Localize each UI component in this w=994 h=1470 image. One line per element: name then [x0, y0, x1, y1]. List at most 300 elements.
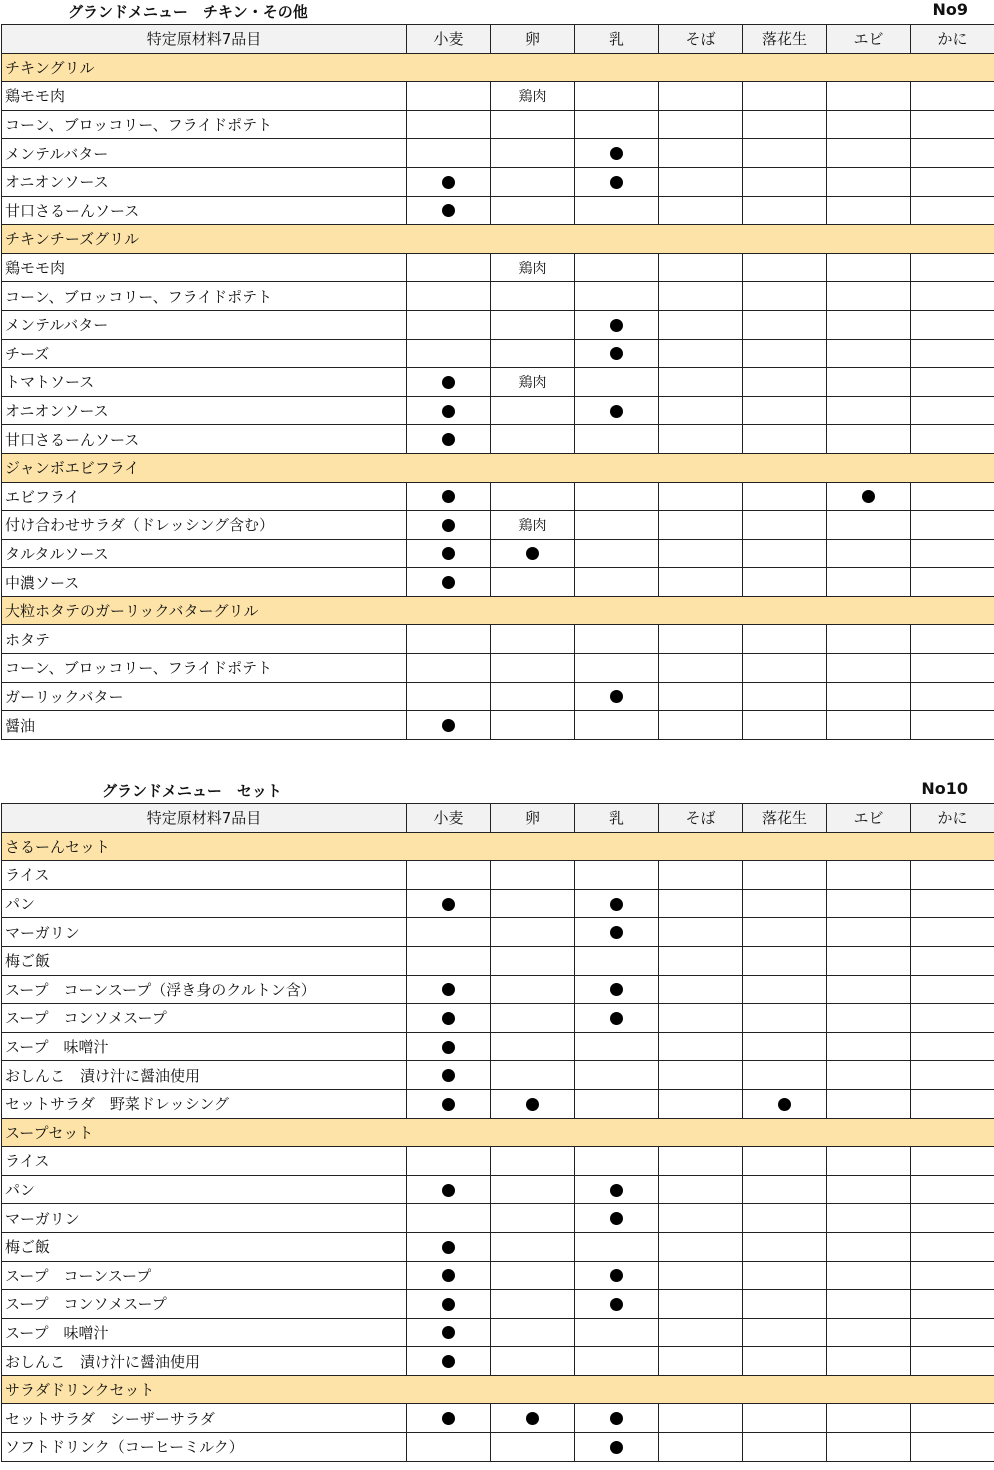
column-header: エビ	[827, 25, 911, 54]
allergen-section-no10	[0, 779, 994, 1462]
allergen-cell	[911, 861, 994, 890]
allergen-note: 鶏肉	[518, 374, 547, 391]
allergen-cell	[407, 339, 491, 368]
allergen-cell	[575, 1089, 659, 1118]
allergen-cell	[911, 1290, 994, 1319]
item-label: ライス	[2, 861, 407, 890]
item-label: ソフトドリンク（コーヒーミルク）	[2, 1433, 407, 1462]
allergen-cell	[743, 1232, 827, 1261]
allergen-cell	[743, 1089, 827, 1118]
allergen-cell	[827, 861, 911, 890]
allergen-cell	[491, 711, 575, 740]
allergen-cell	[407, 139, 491, 168]
contains-mark-icon	[442, 1184, 455, 1197]
allergen-cell	[491, 568, 575, 597]
contains-mark-icon	[526, 547, 539, 560]
allergen-cell	[575, 82, 659, 111]
allergen-cell	[407, 1290, 491, 1319]
contains-mark-icon	[442, 547, 455, 560]
contains-mark-icon	[610, 983, 623, 996]
section-title: グランドメニュー チキン・その他	[68, 3, 308, 21]
category-row	[2, 453, 994, 482]
item-label: マーガリン	[2, 1204, 407, 1233]
allergen-cell	[575, 918, 659, 947]
allergen-cell	[407, 282, 491, 311]
allergen-cell	[911, 568, 994, 597]
allergen-cell	[575, 1347, 659, 1376]
allergen-cell	[743, 1147, 827, 1176]
category-label: サラダドリンクセット	[2, 1375, 994, 1404]
table-header-row	[2, 804, 994, 833]
table-row	[2, 1204, 994, 1233]
allergen-cell	[575, 539, 659, 568]
allergen-cell	[827, 282, 911, 311]
allergen-cell	[491, 975, 575, 1004]
table-row	[2, 396, 994, 425]
allergen-cell	[491, 1261, 575, 1290]
allergen-cell	[491, 339, 575, 368]
category-row	[2, 1375, 994, 1404]
allergen-cell	[743, 253, 827, 282]
table-row	[2, 1318, 994, 1347]
item-label: おしんこ 漬け汁に醤油使用	[2, 1061, 407, 1090]
allergen-cell	[743, 167, 827, 196]
allergen-cell	[911, 511, 994, 540]
allergen-cell	[827, 682, 911, 711]
allergen-cell	[743, 110, 827, 139]
allergen-cell	[827, 1004, 911, 1033]
column-header: エビ	[827, 804, 911, 833]
allergen-cell	[911, 1204, 994, 1233]
allergen-cell	[827, 110, 911, 139]
item-label: スープ 味噌汁	[2, 1318, 407, 1347]
allergen-cell	[491, 425, 575, 454]
allergen-cell	[659, 1290, 743, 1319]
allergen-cell	[743, 139, 827, 168]
allergen-cell	[743, 368, 827, 397]
item-label: コーン、ブロッコリー、フライドポテト	[2, 110, 407, 139]
allergen-cell	[407, 167, 491, 196]
allergen-cell	[407, 861, 491, 890]
allergen-cell	[575, 975, 659, 1004]
allergen-cell	[659, 1061, 743, 1090]
allergen-cell	[743, 568, 827, 597]
allergen-cell	[659, 1175, 743, 1204]
table-row	[2, 1433, 994, 1462]
allergen-cell	[575, 167, 659, 196]
allergen-cell	[911, 1318, 994, 1347]
contains-mark-icon	[610, 1412, 623, 1425]
allergen-cell	[491, 539, 575, 568]
allergen-cell	[407, 482, 491, 511]
item-label: ガーリックバター	[2, 682, 407, 711]
allergen-cell	[575, 625, 659, 654]
allergen-cell	[827, 1290, 911, 1319]
item-label: 梅ご飯	[2, 1232, 407, 1261]
column-header: 卵	[491, 804, 575, 833]
allergen-cell	[659, 167, 743, 196]
allergen-cell	[911, 339, 994, 368]
allergen-cell	[827, 196, 911, 225]
column-header: かに	[911, 804, 994, 833]
allergen-cell	[911, 1061, 994, 1090]
item-label: マーガリン	[2, 918, 407, 947]
allergen-cell	[659, 539, 743, 568]
table-header-row	[2, 25, 994, 54]
allergen-cell	[407, 1347, 491, 1376]
allergen-cell	[911, 682, 994, 711]
allergen-note: 鶏肉	[518, 88, 547, 105]
table-row	[2, 1032, 994, 1061]
contains-mark-icon	[442, 1098, 455, 1111]
contains-mark-icon	[442, 490, 455, 503]
contains-mark-icon	[610, 405, 623, 418]
contains-mark-icon	[610, 1212, 623, 1225]
allergen-cell	[491, 139, 575, 168]
allergen-cell	[827, 1032, 911, 1061]
allergen-cell	[491, 1347, 575, 1376]
contains-mark-icon	[862, 490, 875, 503]
allergen-cell	[911, 82, 994, 111]
column-header: 小麦	[407, 25, 491, 54]
allergen-cell	[827, 1232, 911, 1261]
item-label: スープ 味噌汁	[2, 1032, 407, 1061]
contains-mark-icon	[610, 926, 623, 939]
contains-mark-icon	[778, 1098, 791, 1111]
contains-mark-icon	[610, 147, 623, 160]
allergen-cell	[911, 889, 994, 918]
allergen-cell	[491, 110, 575, 139]
allergen-cell	[743, 425, 827, 454]
allergen-cell	[407, 368, 491, 397]
table-row	[2, 482, 994, 511]
contains-mark-icon	[442, 1355, 455, 1368]
contains-mark-icon	[442, 1326, 455, 1339]
allergen-cell	[659, 310, 743, 339]
allergen-cell	[407, 1318, 491, 1347]
table-row	[2, 82, 994, 111]
allergen-cell	[491, 253, 575, 282]
allergen-cell	[827, 946, 911, 975]
allergen-cell	[407, 975, 491, 1004]
table-row	[2, 1061, 994, 1090]
table-row	[2, 310, 994, 339]
allergen-cell	[407, 1004, 491, 1033]
allergen-cell	[911, 1232, 994, 1261]
contains-mark-icon	[610, 1012, 623, 1025]
allergen-cell	[659, 975, 743, 1004]
table-row	[2, 1404, 994, 1433]
allergen-cell	[491, 167, 575, 196]
section-title: グランドメニュー セット	[102, 782, 282, 800]
allergen-cell	[827, 425, 911, 454]
allergen-cell	[743, 539, 827, 568]
allergen-cell	[407, 310, 491, 339]
table-row	[2, 368, 994, 397]
table-row	[2, 918, 994, 947]
allergen-cell	[911, 396, 994, 425]
allergen-cell	[911, 1404, 994, 1433]
allergen-cell	[575, 339, 659, 368]
item-label: ホタテ	[2, 625, 407, 654]
allergen-cell	[407, 110, 491, 139]
table-row	[2, 1089, 994, 1118]
allergen-cell	[743, 196, 827, 225]
category-row	[2, 1118, 994, 1147]
contains-mark-icon	[442, 1012, 455, 1025]
item-label: スープ コンソメスープ	[2, 1290, 407, 1319]
allergen-cell	[743, 1290, 827, 1319]
item-label: メンテルバター	[2, 139, 407, 168]
table-row	[2, 654, 994, 683]
allergen-cell	[491, 482, 575, 511]
allergen-cell	[911, 1147, 994, 1176]
allergen-cell	[827, 1061, 911, 1090]
allergen-cell	[827, 1404, 911, 1433]
allergen-cell	[575, 1404, 659, 1433]
allergen-cell	[575, 1004, 659, 1033]
allergen-cell	[827, 1147, 911, 1176]
allergen-cell	[743, 861, 827, 890]
allergen-cell	[911, 539, 994, 568]
item-label: コーン、ブロッコリー、フライドポテト	[2, 654, 407, 683]
category-row	[2, 596, 994, 625]
allergen-cell	[575, 282, 659, 311]
allergen-cell	[827, 654, 911, 683]
allergen-cell	[659, 482, 743, 511]
allergen-cell	[491, 1204, 575, 1233]
allergen-cell	[491, 1004, 575, 1033]
allergen-cell	[575, 310, 659, 339]
allergen-cell	[659, 82, 743, 111]
allergen-cell	[659, 1347, 743, 1376]
allergen-cell	[491, 368, 575, 397]
item-label: コーン、ブロッコリー、フライドポテト	[2, 282, 407, 311]
category-label: スープセット	[2, 1118, 994, 1147]
item-label: オニオンソース	[2, 167, 407, 196]
section-header	[0, 0, 994, 24]
allergen-cell	[911, 110, 994, 139]
allergen-cell	[827, 310, 911, 339]
allergen-cell	[575, 1232, 659, 1261]
column-header: 特定原材料7品目	[2, 25, 407, 54]
contains-mark-icon	[442, 576, 455, 589]
section-header	[0, 779, 994, 803]
category-label: ジャンボエビフライ	[2, 453, 994, 482]
allergen-cell	[491, 396, 575, 425]
allergen-cell	[911, 1433, 994, 1462]
allergen-cell	[827, 82, 911, 111]
item-label: チーズ	[2, 339, 407, 368]
item-label: トマトソース	[2, 368, 407, 397]
table-row	[2, 253, 994, 282]
page-number: No9	[932, 0, 968, 19]
allergen-cell	[743, 82, 827, 111]
allergen-cell	[911, 1175, 994, 1204]
category-label: チキングリル	[2, 53, 994, 82]
allergen-table	[1, 24, 994, 740]
allergen-cell	[911, 139, 994, 168]
allergen-cell	[827, 511, 911, 540]
allergen-cell	[407, 1404, 491, 1433]
allergen-cell	[911, 253, 994, 282]
item-label: メンテルバター	[2, 310, 407, 339]
table-row	[2, 1232, 994, 1261]
allergen-cell	[743, 1261, 827, 1290]
contains-mark-icon	[610, 1269, 623, 1282]
column-header: 落花生	[743, 25, 827, 54]
allergen-cell	[491, 918, 575, 947]
allergen-cell	[491, 1433, 575, 1462]
allergen-cell	[575, 1318, 659, 1347]
allergen-cell	[827, 339, 911, 368]
allergen-cell	[575, 861, 659, 890]
allergen-cell	[827, 482, 911, 511]
allergen-cell	[659, 711, 743, 740]
allergen-cell	[827, 1433, 911, 1462]
allergen-cell	[575, 1433, 659, 1462]
allergen-cell	[575, 139, 659, 168]
item-label: パン	[2, 889, 407, 918]
table-row	[2, 282, 994, 311]
allergen-cell	[743, 1433, 827, 1462]
allergen-cell	[743, 654, 827, 683]
allergen-cell	[827, 167, 911, 196]
allergen-cell	[491, 1318, 575, 1347]
allergen-cell	[743, 1061, 827, 1090]
table-row	[2, 1004, 994, 1033]
allergen-cell	[575, 368, 659, 397]
allergen-cell	[407, 1032, 491, 1061]
allergen-cell	[827, 1347, 911, 1376]
allergen-cell	[743, 1032, 827, 1061]
allergen-cell	[659, 196, 743, 225]
category-label: 大粒ホタテのガーリックバターグリル	[2, 596, 994, 625]
allergen-cell	[827, 1175, 911, 1204]
allergen-cell	[575, 110, 659, 139]
item-label: おしんこ 漬け汁に醤油使用	[2, 1347, 407, 1376]
allergen-cell	[743, 946, 827, 975]
allergen-cell	[575, 396, 659, 425]
column-header: 特定原材料7品目	[2, 804, 407, 833]
allergen-cell	[407, 396, 491, 425]
allergen-cell	[659, 139, 743, 168]
allergen-cell	[827, 1261, 911, 1290]
allergen-cell	[911, 310, 994, 339]
allergen-cell	[491, 1089, 575, 1118]
allergen-cell	[407, 1232, 491, 1261]
allergen-cell	[827, 368, 911, 397]
allergen-cell	[575, 889, 659, 918]
allergen-cell	[575, 1261, 659, 1290]
allergen-cell	[659, 1404, 743, 1433]
contains-mark-icon	[610, 690, 623, 703]
allergen-cell	[743, 711, 827, 740]
contains-mark-icon	[610, 319, 623, 332]
allergen-cell	[659, 1433, 743, 1462]
allergen-cell	[911, 975, 994, 1004]
allergen-cell	[491, 196, 575, 225]
allergen-table	[1, 803, 994, 1462]
allergen-cell	[575, 1032, 659, 1061]
table-row	[2, 1175, 994, 1204]
contains-mark-icon	[442, 1269, 455, 1282]
allergen-cell	[911, 196, 994, 225]
allergen-cell	[743, 682, 827, 711]
allergen-cell	[911, 167, 994, 196]
allergen-cell	[491, 1404, 575, 1433]
allergen-cell	[911, 711, 994, 740]
allergen-cell	[827, 918, 911, 947]
item-label: セットサラダ シーザーサラダ	[2, 1404, 407, 1433]
item-label: エビフライ	[2, 482, 407, 511]
column-header: 乳	[575, 804, 659, 833]
item-label: オニオンソース	[2, 396, 407, 425]
allergen-cell	[491, 889, 575, 918]
contains-mark-icon	[442, 1041, 455, 1054]
allergen-cell	[911, 654, 994, 683]
allergen-cell	[407, 1204, 491, 1233]
table-row	[2, 139, 994, 168]
item-label: 甘口さるーんソース	[2, 425, 407, 454]
table-row	[2, 511, 994, 540]
table-row	[2, 167, 994, 196]
allergen-cell	[827, 625, 911, 654]
table-row	[2, 946, 994, 975]
table-row	[2, 682, 994, 711]
contains-mark-icon	[442, 898, 455, 911]
allergen-cell	[659, 1147, 743, 1176]
contains-mark-icon	[442, 176, 455, 189]
item-label: 鶏モモ肉	[2, 82, 407, 111]
allergen-cell	[575, 654, 659, 683]
allergen-cell	[491, 1232, 575, 1261]
contains-mark-icon	[442, 204, 455, 217]
allergen-cell	[911, 1004, 994, 1033]
contains-mark-icon	[526, 1098, 539, 1111]
contains-mark-icon	[442, 983, 455, 996]
allergen-cell	[743, 1004, 827, 1033]
allergen-cell	[659, 625, 743, 654]
contains-mark-icon	[442, 1241, 455, 1254]
column-header: 小麦	[407, 804, 491, 833]
allergen-cell	[491, 1290, 575, 1319]
allergen-cell	[407, 1089, 491, 1118]
allergen-cell	[491, 625, 575, 654]
allergen-cell	[575, 1290, 659, 1319]
allergen-cell	[575, 196, 659, 225]
contains-mark-icon	[526, 1412, 539, 1425]
allergen-cell	[407, 682, 491, 711]
allergen-cell	[827, 975, 911, 1004]
allergen-note: 鶏肉	[518, 260, 547, 277]
allergen-cell	[491, 946, 575, 975]
allergen-cell	[575, 711, 659, 740]
allergen-cell	[407, 539, 491, 568]
column-header: そば	[659, 804, 743, 833]
allergen-cell	[491, 1147, 575, 1176]
allergen-cell	[659, 568, 743, 597]
allergen-cell	[491, 282, 575, 311]
item-label: 醤油	[2, 711, 407, 740]
allergen-cell	[659, 682, 743, 711]
category-label: さるーんセット	[2, 832, 994, 861]
table-row	[2, 539, 994, 568]
contains-mark-icon	[442, 376, 455, 389]
table-row	[2, 861, 994, 890]
category-row	[2, 832, 994, 861]
allergen-cell	[743, 1347, 827, 1376]
